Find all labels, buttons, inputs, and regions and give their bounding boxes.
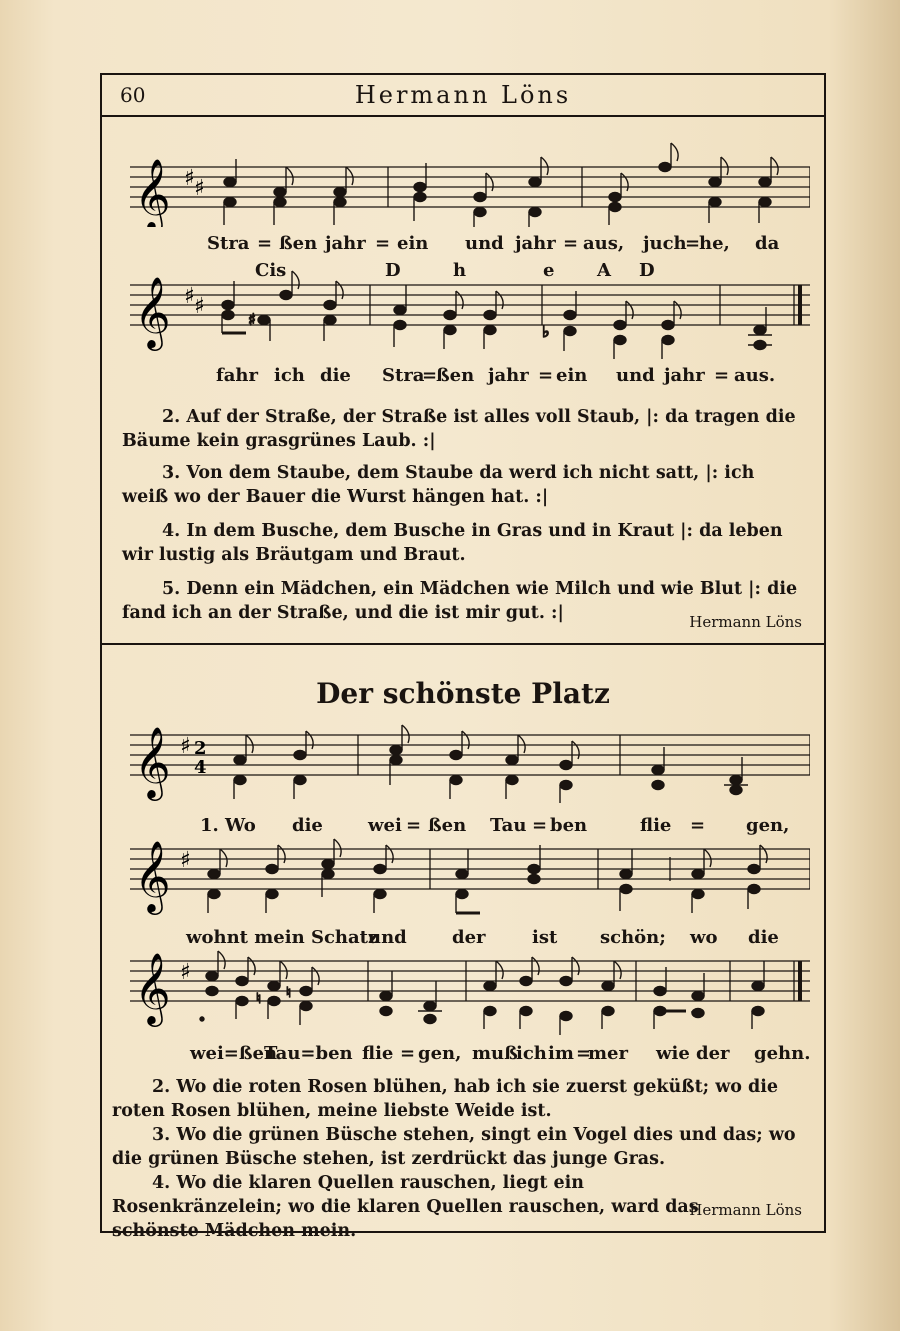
lyric-syllable: gen,: [418, 1043, 462, 1064]
song2-notes-1: [234, 725, 748, 803]
lyric-syllable: fahr: [216, 365, 258, 386]
song1-author: Hermann Löns: [689, 613, 802, 631]
song1-verse-2: 2. Auf der Straße, der Straße ist alles voll Staub, |: da tragen die Bäume kein grasgrünes Laub. :|: [122, 407, 796, 451]
svg-text:♯: ♯: [184, 284, 195, 309]
lyric-syllable: =: [576, 1043, 592, 1064]
lyric-syllable: Stra: [382, 365, 425, 386]
lyric-syllable: =: [406, 815, 422, 836]
lyric-syllable: flie: [362, 1043, 394, 1064]
lyric-syllable: wohnt mein Schatz: [186, 927, 379, 948]
lyric-syllable: wie: [656, 1043, 690, 1064]
lyric-syllable: und: [465, 233, 504, 254]
svg-text:𝄞: 𝄞: [134, 951, 171, 1024]
chord-symbol: Cis: [255, 260, 287, 281]
lyric-syllable: ist: [532, 927, 558, 948]
lyric-syllable: ich: [516, 1043, 547, 1064]
svg-text:♯: ♯: [194, 294, 205, 319]
lyric-syllable: ben: [550, 815, 588, 836]
svg-text:♯: ♯: [194, 176, 205, 201]
lyric-syllable: mer: [588, 1043, 628, 1064]
svg-text:𝄞: 𝄞: [134, 275, 171, 348]
song1-staff-2-svg: [130, 255, 810, 365]
lyric-syllable: aus.: [734, 365, 776, 386]
song2-notes-3: [200, 951, 764, 1035]
time-signature-bottom: 4: [194, 757, 207, 778]
lyric-syllable: jahr: [515, 233, 556, 254]
lyric-syllable: die: [292, 815, 323, 836]
song1-staff-2: [130, 255, 810, 365]
song2-verse-4: 4. Wo die klaren Quellen rauschen, liegt ein Rosenkränzelein; wo die klaren Quellen rauschen, ward das schönste Mädchen mein.: [112, 1173, 699, 1241]
lyric-syllable: da: [755, 233, 780, 254]
svg-text:𝄞: 𝄞: [134, 839, 171, 912]
lyric-syllable: he,: [699, 233, 730, 254]
chord-symbol: h: [453, 260, 467, 281]
song2-title: Der schönste Platz: [316, 677, 610, 710]
song2-notes-2: [208, 839, 767, 913]
song2-staff-2-svg: [130, 819, 810, 919]
lyric-syllable: Stra: [207, 233, 250, 254]
song2-staff-3: [130, 931, 810, 1041]
lyric-syllable: =: [532, 815, 548, 836]
lyric-syllable: 1. Wo: [200, 815, 256, 836]
lyric-syllable: jahr: [488, 365, 529, 386]
lyric-syllable: =: [685, 233, 701, 254]
lyric-syllable: schön;: [600, 927, 666, 948]
lyric-syllable: =: [563, 233, 579, 254]
page-header: [102, 75, 824, 117]
lyric-syllable: =: [690, 815, 706, 836]
lyric-syllable: ich: [274, 365, 305, 386]
lyric-syllable: die: [320, 365, 351, 386]
svg-text:𝄞: 𝄞: [134, 725, 171, 798]
lyric-syllable: ßen: [436, 365, 475, 386]
song2-staff-1: [130, 705, 810, 805]
svg-text:♮: ♮: [286, 985, 292, 1001]
treble-clef-icon: 𝄞: [134, 157, 171, 227]
lyric-syllable: der: [452, 927, 486, 948]
lyric-syllable: muß: [472, 1043, 518, 1064]
lyric-syllable: =: [538, 365, 554, 386]
svg-text:♯: ♯: [180, 734, 191, 759]
lyric-syllable: Tau=ben: [264, 1043, 353, 1064]
song1-staff-1: [130, 137, 810, 227]
song2-verse-2: 2. Wo die roten Rosen blühen, hab ich sie zuerst geküßt; wo die roten Rosen blühen, meine liebste Weide ist.: [112, 1077, 779, 1121]
lyric-syllable: ßen: [279, 233, 318, 254]
lyric-syllable: die: [748, 927, 779, 948]
song1-staff-1-svg: [130, 137, 810, 227]
lyric-syllable: gehn.: [754, 1043, 811, 1064]
svg-text:♭: ♭: [542, 322, 550, 341]
lyric-syllable: und: [616, 365, 655, 386]
song1-verse-4: 4. In dem Busche, dem Busche in Gras und in Kraut |: da leben wir lustig als Bräutgam und Braut.: [122, 521, 783, 565]
lyric-syllable: =: [257, 233, 273, 254]
lyric-syllable: =: [400, 1043, 416, 1064]
lyric-syllable: ßen: [428, 815, 467, 836]
lyric-syllable: wo: [690, 927, 718, 948]
lyric-syllable: der: [696, 1043, 730, 1064]
lyric-syllable: wei=ßen: [190, 1043, 278, 1064]
svg-text:♯: ♯: [248, 310, 256, 329]
page-frame: [100, 73, 826, 1241]
svg-text:♯: ♯: [180, 960, 191, 985]
lyric-syllable: =: [375, 233, 391, 254]
lyric-syllable: flie: [640, 815, 672, 836]
chord-symbol: D: [385, 260, 401, 281]
lyric-syllable: ein: [397, 233, 429, 254]
song2-author: Hermann Löns: [689, 1201, 802, 1219]
page-number: 60: [120, 83, 146, 107]
lyric-syllable: gen,: [746, 815, 790, 836]
lyric-syllable: aus,: [583, 233, 625, 254]
chord-symbol: A: [597, 260, 611, 281]
svg-text:♯: ♯: [180, 848, 191, 873]
chord-symbol: D: [639, 260, 655, 281]
lyric-syllable: und: [368, 927, 407, 948]
lyric-syllable: im: [548, 1043, 574, 1064]
lyric-syllable: =: [714, 365, 730, 386]
song2-staff-2: [130, 819, 810, 919]
lyric-syllable: =: [422, 365, 438, 386]
time-signature-top: 2: [194, 738, 207, 759]
lyric-syllable: wei: [368, 815, 402, 836]
running-head: Hermann Löns: [354, 81, 572, 109]
lyric-syllable: jahr: [664, 365, 705, 386]
song2-staff-3-svg: [130, 931, 810, 1041]
song2-verse-3: 3. Wo die grünen Büsche stehen, singt ein Vogel dies und das; wo die grünen Büsche stehen, ist zerdrückt das junge Gras.: [112, 1125, 796, 1169]
svg-text:♮: ♮: [256, 991, 262, 1007]
song2-staff-1-svg: [130, 705, 810, 805]
lyric-syllable: juch: [643, 233, 687, 254]
lyric-syllable: jahr: [325, 233, 366, 254]
song1-verse-3: 3. Von dem Staube, dem Staube da werd ich nicht satt, |: ich weiß wo der Bauer die Wurst hängen hat. :|: [122, 463, 755, 507]
lyric-syllable: ein: [556, 365, 588, 386]
song1-verse-5: 5. Denn ein Mädchen, ein Mädchen wie Milch und wie Blut |: die fand ich an der Straße, und die ist mir gut. :|: [122, 579, 798, 623]
section-divider: [102, 643, 824, 645]
chord-symbol: e: [543, 260, 555, 281]
svg-text:♯: ♯: [184, 166, 195, 191]
song1-notes-1: [224, 143, 778, 227]
lyric-syllable: Tau: [490, 815, 527, 836]
